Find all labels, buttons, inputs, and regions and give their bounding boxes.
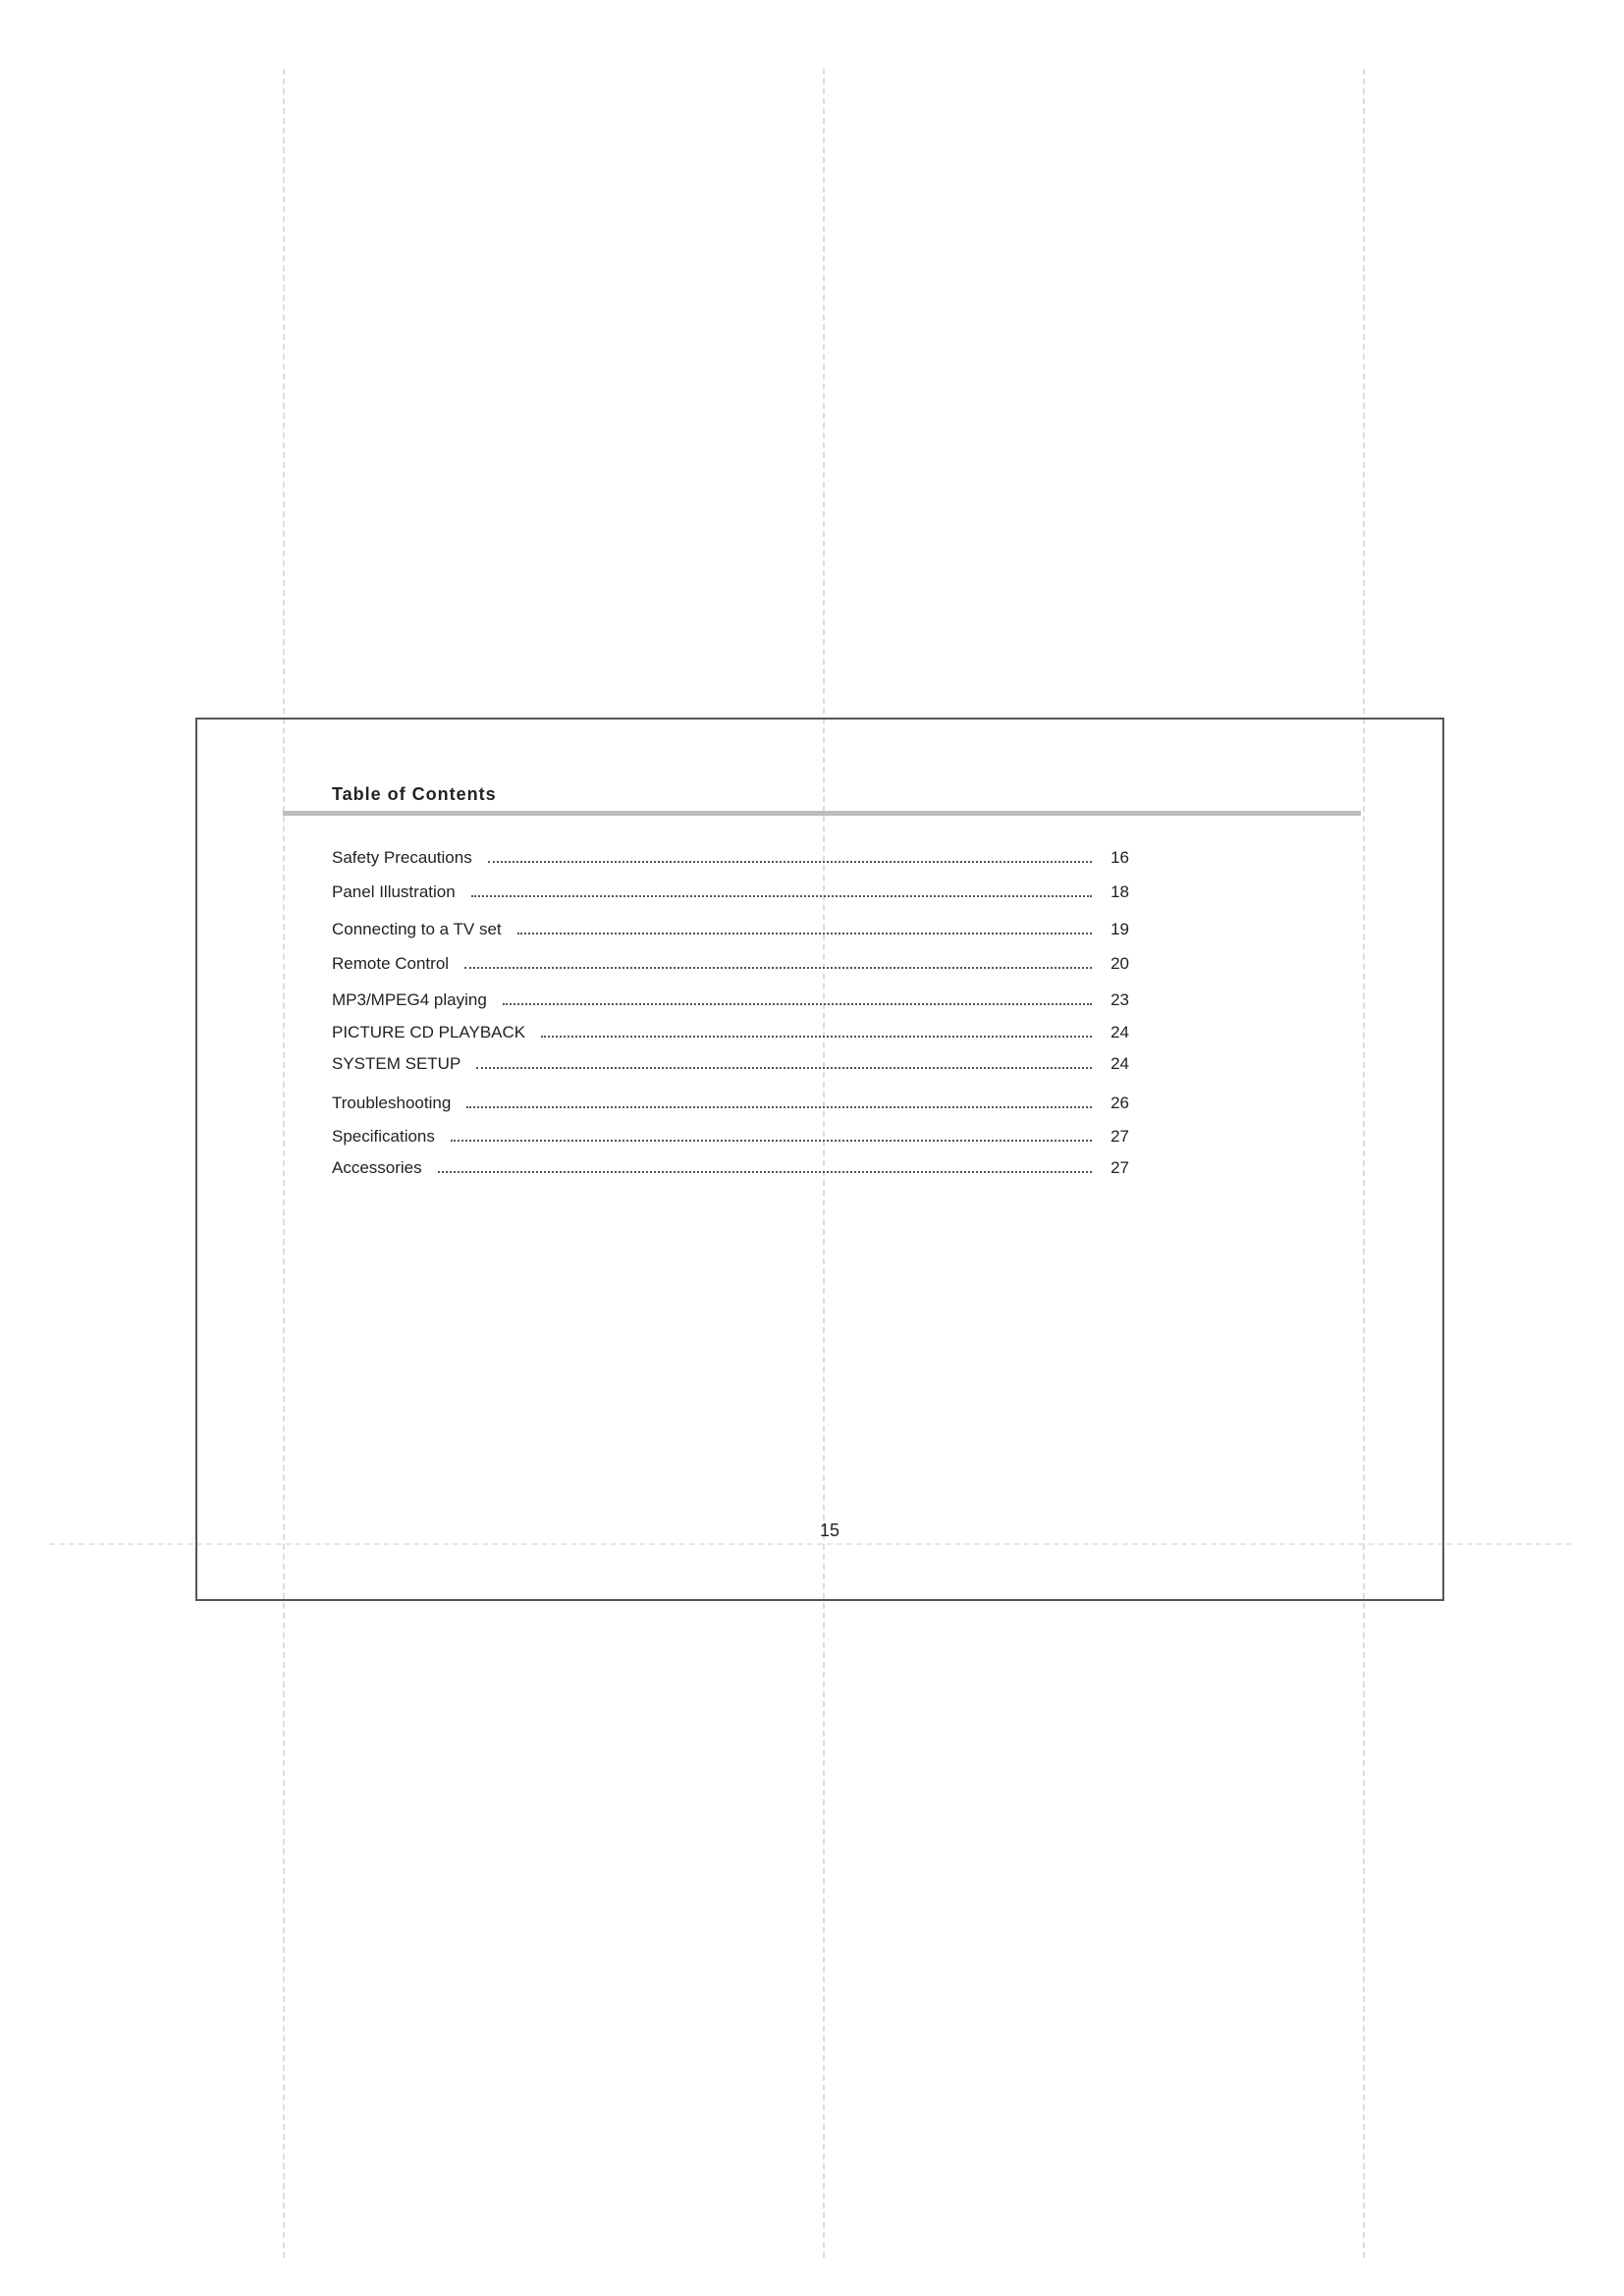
toc-entry-page: 16 (1110, 848, 1129, 867)
toc-entry-label: SYSTEM SETUP (332, 1054, 461, 1073)
dot-leader (476, 1067, 1092, 1069)
toc-entry-label: MP3/MPEG4 playing (332, 990, 487, 1009)
toc-entry-page: 20 (1110, 954, 1129, 973)
dot-leader (471, 895, 1092, 897)
toc-entry-page: 27 (1110, 1127, 1129, 1146)
toc-entry-page: 27 (1110, 1158, 1129, 1177)
toc-entry[interactable] (332, 1123, 1129, 1147)
toc-entry-page: 23 (1110, 990, 1129, 1009)
toc-entry[interactable] (332, 1050, 1129, 1074)
toc-entry[interactable] (332, 1019, 1129, 1042)
toc-entry-page: 24 (1110, 1023, 1129, 1041)
dot-leader (541, 1036, 1092, 1038)
toc-entry-page: 24 (1110, 1054, 1129, 1073)
toc-entry-label: Specifications (332, 1127, 435, 1146)
toc-entry-label: Safety Precautions (332, 848, 472, 867)
toc-entry-label: PICTURE CD PLAYBACK (332, 1023, 526, 1041)
toc-entry[interactable] (332, 844, 1129, 868)
toc-entry[interactable] (332, 879, 1129, 902)
toc-entry-page: 26 (1110, 1094, 1129, 1112)
toc-heading: Table of Contents (332, 784, 497, 804)
toc-entry-label: Panel Illustration (332, 882, 456, 901)
toc-entry-page: 19 (1110, 920, 1129, 938)
toc-entry-label: Remote Control (332, 954, 450, 973)
toc-entry-label: Troubleshooting (332, 1094, 452, 1112)
dot-leader (438, 1171, 1092, 1173)
toc-entry[interactable] (332, 987, 1129, 1010)
toc-entry[interactable] (332, 1154, 1129, 1178)
toc-entry-label: Connecting to a TV set (332, 920, 502, 938)
dot-leader (488, 861, 1092, 863)
toc-entry-page: 18 (1110, 882, 1129, 901)
toc-entry[interactable] (332, 916, 1129, 939)
heading-rule (283, 811, 1361, 816)
dot-leader (503, 1003, 1092, 1005)
dot-leader (517, 933, 1092, 934)
dot-leader (464, 967, 1092, 969)
page-number: 15 (819, 1521, 840, 1540)
toc-entry-label: Accessories (332, 1158, 422, 1177)
dot-leader (466, 1106, 1092, 1108)
toc-entry[interactable] (332, 950, 1129, 974)
toc-entry[interactable] (332, 1090, 1129, 1113)
dot-leader (451, 1140, 1092, 1142)
